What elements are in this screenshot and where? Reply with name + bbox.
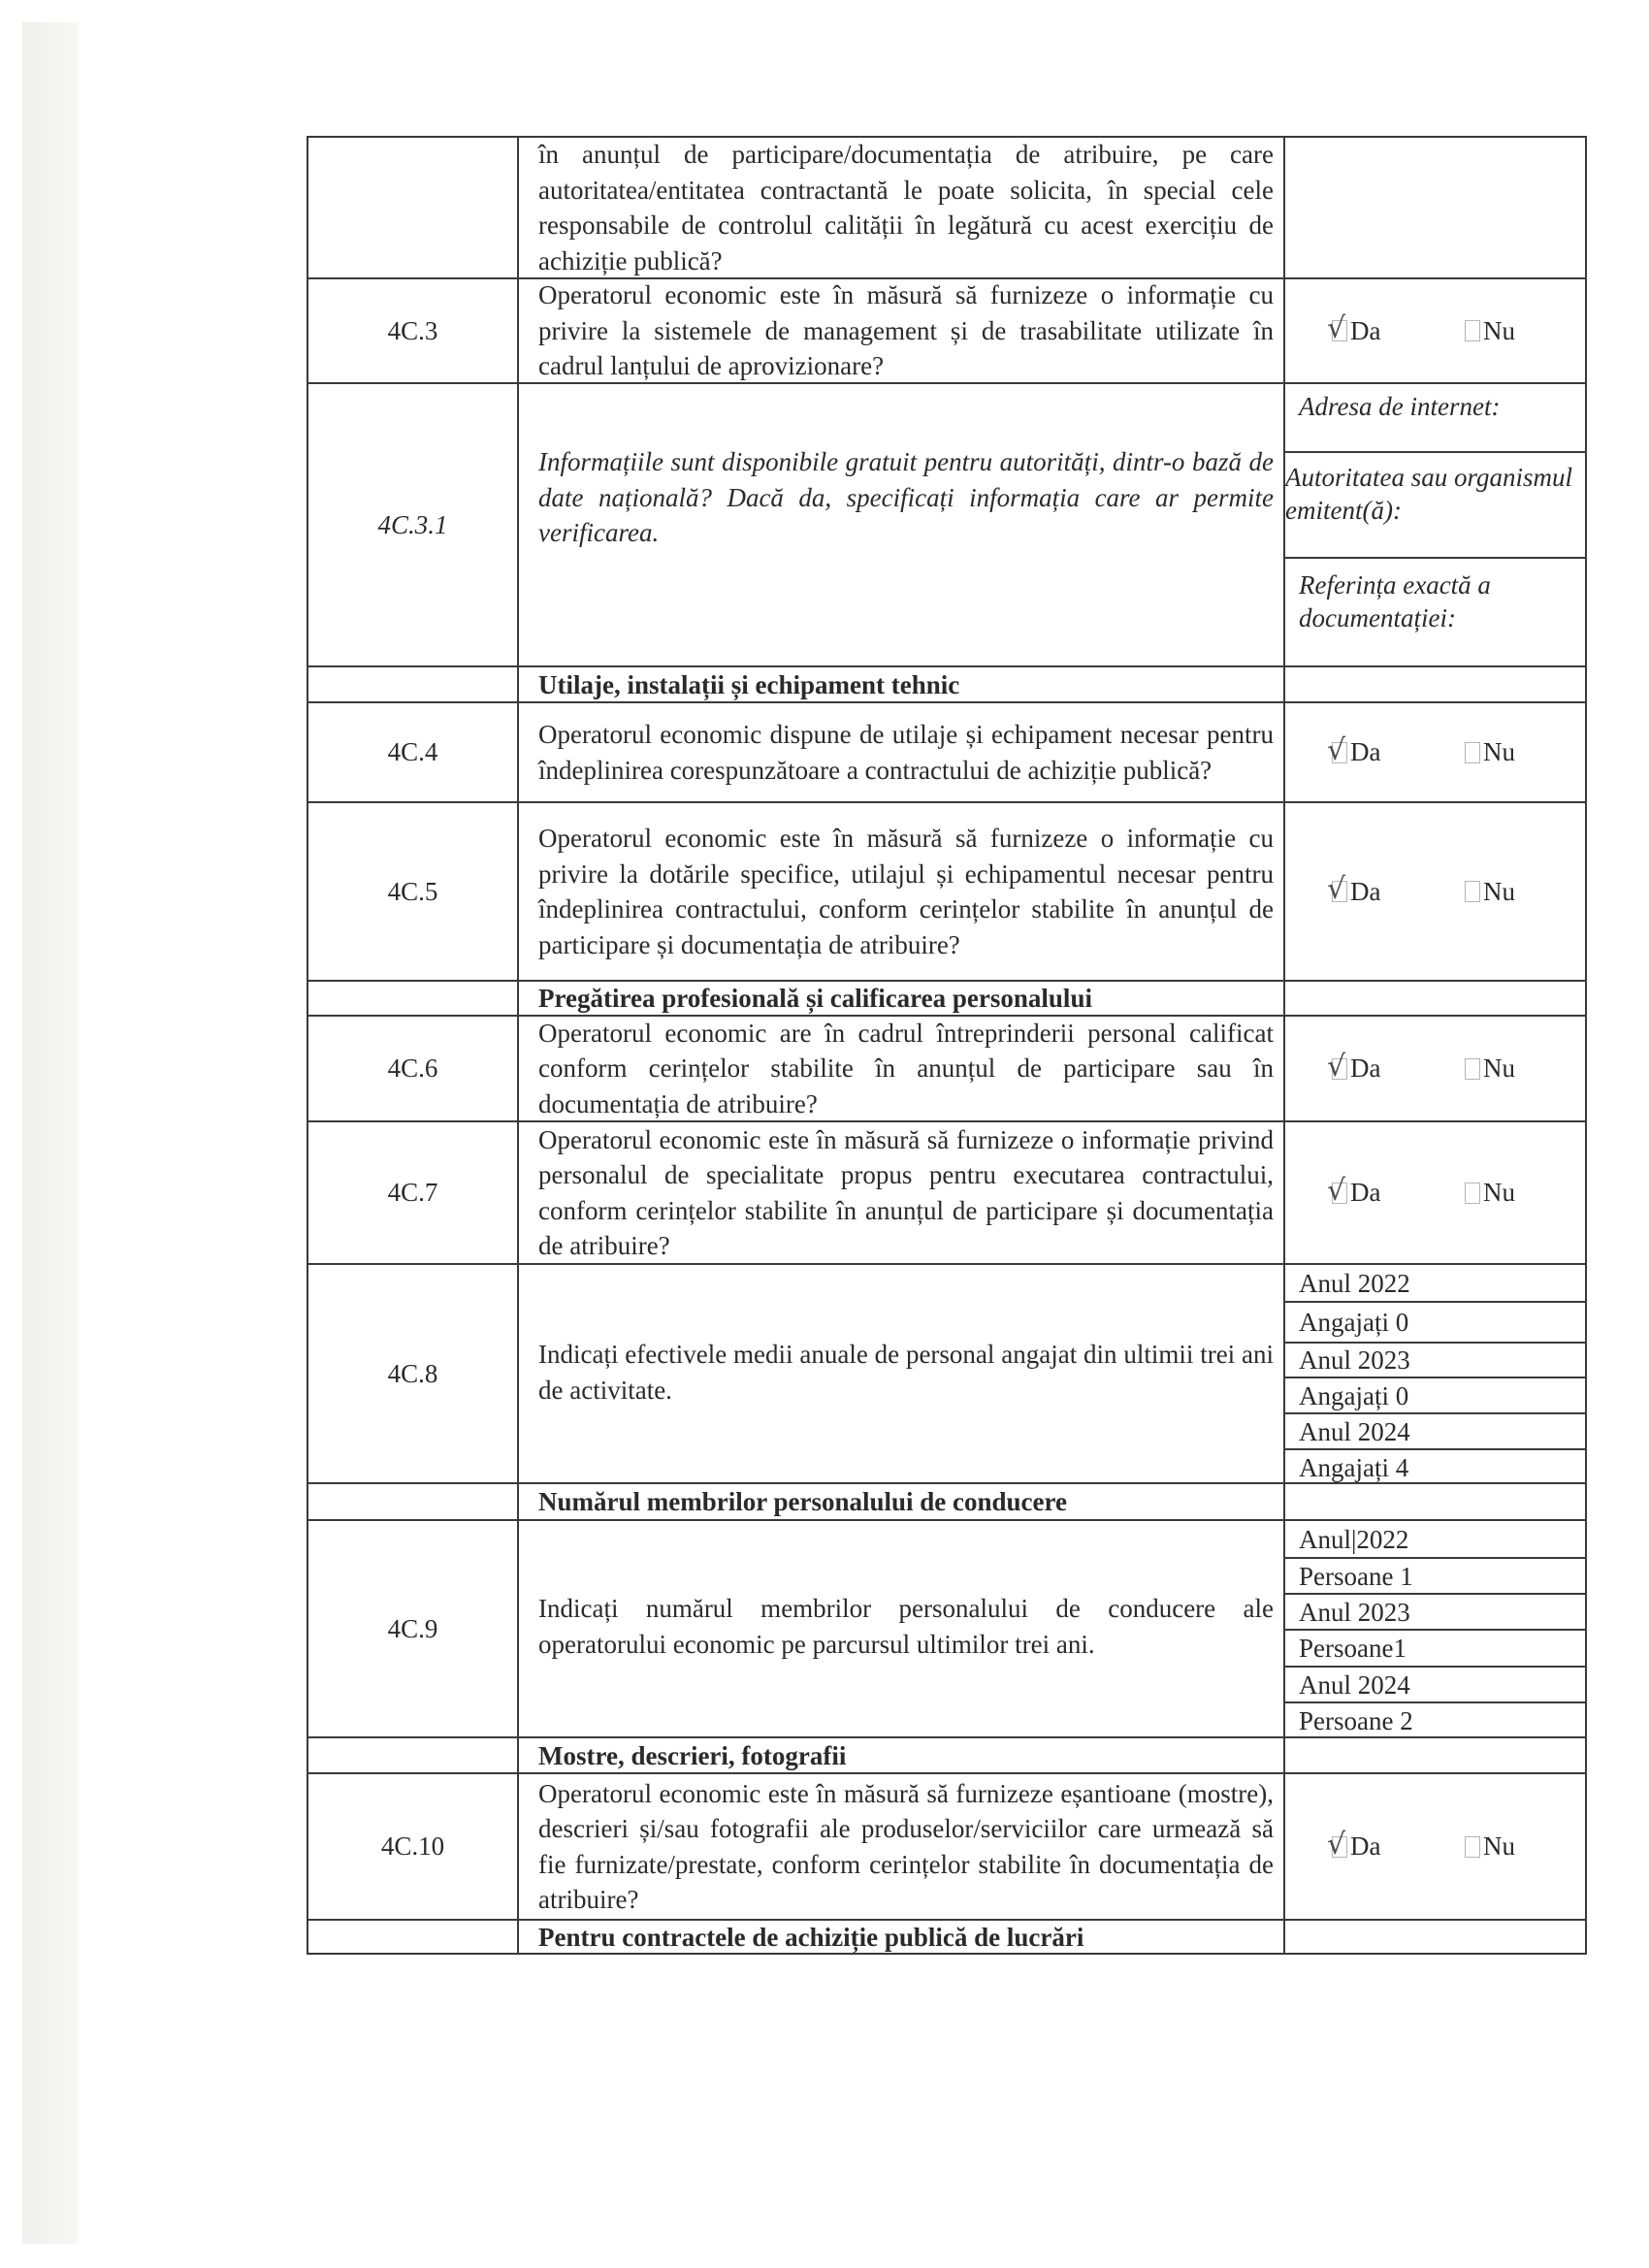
answer-cell	[1283, 279, 1587, 382]
table-row-4c3-1	[307, 382, 1587, 665]
question-text: Operatorul economic are în cadrul întreprinderii personal calificat conform cerințelor stabilite în anunțul de participare sau în documentația de atribuire?	[538, 1018, 1274, 1118]
value-persons-2022[interactable]: Persoane 1	[1285, 1557, 1585, 1593]
checkbox-empty-icon[interactable]	[1465, 320, 1480, 341]
value-persons-2023[interactable]: Persoane1	[1285, 1629, 1585, 1666]
checkbox-checked-icon[interactable]: √	[1327, 732, 1346, 767]
yes-no-choice	[1285, 1173, 1585, 1208]
value-employees-2024[interactable]: Angajați 4	[1285, 1448, 1585, 1484]
yes-no-choice	[1285, 872, 1585, 907]
question-text: Informațiile sunt disponibile gratuit pentru autorități, dintr-o bază de date națională? Dacă da, specificați informația care ar permite verificarea.	[538, 447, 1274, 547]
scan-edge-strip	[22, 22, 79, 2244]
field-issuing-authority[interactable]: Autoritatea sau organismul emitent(ă):	[1285, 451, 1585, 557]
value-year-2023[interactable]: Anul 2023	[1285, 1342, 1585, 1377]
answer-cell	[1283, 1484, 1587, 1519]
value-year-2023[interactable]: Anul 2023	[1285, 1593, 1585, 1629]
yes-no-choice	[1285, 732, 1585, 767]
section-title: Utilaje, instalații și echipament tehnic	[538, 669, 960, 699]
capacity-questionnaire-table	[307, 136, 1587, 1954]
yes-option[interactable]: √ Da	[1327, 311, 1381, 345]
field-internet-address[interactable]: Adresa de internet:	[1299, 392, 1501, 421]
id-cell	[307, 1921, 517, 1953]
no-option[interactable]: Nu	[1465, 316, 1515, 346]
no-option[interactable]: Nu	[1465, 877, 1515, 907]
section-title: Mostre, descrieri, fotografii	[538, 1740, 847, 1770]
yes-option[interactable]: √ Da	[1327, 872, 1381, 906]
yes-no-choice	[1285, 311, 1585, 346]
value-year-2024[interactable]: Anul 2024	[1285, 1412, 1585, 1448]
id-cell	[307, 1484, 517, 1519]
yes-option[interactable]: √ Da	[1327, 1173, 1381, 1208]
answer-cell	[1283, 982, 1587, 1015]
section-title: Numărul membrilor personalului de conducere	[538, 1487, 1067, 1516]
question-id: 4C.7	[307, 1122, 517, 1263]
checkbox-checked-icon[interactable]: √	[1327, 311, 1346, 345]
table-row-4c9	[307, 1519, 1587, 1736]
no-option[interactable]: Nu	[1465, 1053, 1515, 1084]
yes-no-choice	[1285, 1827, 1585, 1862]
no-option[interactable]: Nu	[1465, 737, 1515, 767]
answer-cell	[1283, 1017, 1587, 1120]
question-text: Operatorul economic este în măsură să furnizeze o informație cu privire la dotările specifice, utilajul și echipamentul necesar pentru îndeplinirea contractului, conform cerințelor stabilite în anunțul de participare și documentația de atribuire?	[538, 824, 1274, 959]
table-row-4c10	[307, 1772, 1587, 1919]
value-employees-2022[interactable]: Angajați 0	[1285, 1301, 1585, 1342]
question-text: Operatorul economic este în măsură să furnizeze o informație privind personalul de specialitate propus pentru executarea contractului, conform cerințelor stabilite în anunțul de participare și documentația de atribuire?	[538, 1124, 1274, 1260]
question-text: în anunțul de participare/documentația de atribuire, pe care autoritatea/entitatea contractantă le poate solicita, în special cele responsabile de controlul calității în legătură cu acest exercițiu de achiziție publică?	[538, 140, 1274, 275]
checkbox-checked-icon[interactable]: √	[1327, 1049, 1346, 1084]
question-text: Indicați efectivele medii anuale de personal angajat din ultimii trei ani de activitate.	[538, 1340, 1274, 1405]
checkbox-empty-icon[interactable]	[1465, 1183, 1480, 1204]
question-id: 4C.5	[307, 803, 517, 980]
section-title: Pregătirea profesională și calificarea personalului	[538, 984, 1092, 1013]
id-cell	[307, 982, 517, 1015]
section-title: Pentru contractele de achiziție publică de lucrări	[538, 1922, 1084, 1952]
table-row-4c7	[307, 1120, 1587, 1263]
question-id: 4C.9	[307, 1521, 517, 1736]
section-row-equipment	[307, 665, 1587, 701]
answer-cell	[1283, 1122, 1587, 1263]
id-cell	[307, 138, 517, 277]
checkbox-checked-icon[interactable]: √	[1327, 1173, 1346, 1208]
question-id: 4C.4	[307, 703, 517, 801]
answer-cell	[1283, 1265, 1587, 1482]
section-row-works-contracts	[307, 1919, 1587, 1955]
value-list	[1285, 1521, 1585, 1736]
question-text: Operatorul economic este în măsură să furnizeze o informație cu privire la sistemele de management și de trasabilitate utilizate în cadrul lanțului de aprovizionare?	[538, 280, 1274, 381]
table-row-4c5	[307, 801, 1587, 980]
checkbox-empty-icon[interactable]	[1465, 881, 1480, 902]
table-row-4c4	[307, 701, 1587, 801]
answer-cell	[1283, 1521, 1587, 1736]
checkbox-empty-icon[interactable]	[1465, 742, 1480, 763]
section-cell	[517, 982, 1283, 1015]
section-row-samples	[307, 1736, 1587, 1772]
answer-cell	[1283, 1738, 1587, 1772]
answer-cell	[1283, 384, 1587, 665]
section-cell	[517, 1921, 1283, 1953]
question-cell	[517, 1521, 1283, 1736]
yes-option[interactable]: √ Da	[1327, 1049, 1381, 1084]
id-cell	[307, 1738, 517, 1772]
no-option[interactable]: Nu	[1465, 1178, 1515, 1208]
value-persons-2024[interactable]: Persoane 2	[1285, 1701, 1585, 1738]
value-year-2024[interactable]: Anul 2024	[1285, 1666, 1585, 1701]
question-cell	[517, 1017, 1283, 1120]
table-row-4c6	[307, 1015, 1587, 1120]
value-year-2022[interactable]: Anul|2022	[1299, 1524, 1409, 1554]
section-cell	[517, 1484, 1283, 1519]
question-cell	[517, 1122, 1283, 1263]
question-cell	[517, 1774, 1283, 1919]
answer-cell	[1283, 1921, 1587, 1953]
question-cell	[517, 384, 1283, 665]
answer-cell	[1283, 667, 1587, 701]
question-id: 4C.6	[307, 1017, 517, 1120]
value-employees-2023[interactable]: Angajați 0	[1285, 1377, 1585, 1412]
answer-cell	[1283, 1774, 1587, 1919]
yes-option[interactable]: √ Da	[1327, 1827, 1381, 1862]
table-row-4c3	[307, 277, 1587, 382]
question-cell	[517, 803, 1283, 980]
checkbox-empty-icon[interactable]	[1465, 1058, 1480, 1080]
question-text: Operatorul economic dispune de utilaje și echipament necesar pentru îndeplinirea corespunzătoare a contractului de achiziție publică?	[538, 720, 1274, 785]
table-row-4c8	[307, 1263, 1587, 1482]
question-id: 4C.3.1	[307, 384, 517, 665]
checkbox-empty-icon[interactable]	[1465, 1836, 1480, 1858]
id-cell	[307, 667, 517, 701]
question-id: 4C.8	[307, 1265, 517, 1482]
field-documentation-reference[interactable]: Referința exactă a documentației:	[1285, 557, 1585, 667]
answer-cell	[1283, 703, 1587, 801]
yes-option[interactable]: √ Da	[1327, 732, 1381, 767]
question-cell	[517, 703, 1283, 801]
question-cell	[517, 279, 1283, 382]
answer-cell	[1283, 138, 1587, 277]
table-row-continuation	[307, 136, 1587, 277]
question-text: Operatorul economic este în măsură să furnizeze eșantioane (mostre), descrieri și/sau fotografii ale produselor/serviciilor care urmează să fie furnizate/prestate, conform cerințelor stabilite în documentația de atribuire?	[538, 1778, 1274, 1914]
question-id: 4C.10	[307, 1774, 517, 1919]
question-text: Indicați numărul membrilor personalului de conducere ale operatorului economic pe parcursul ultimilor trei ani.	[538, 1594, 1274, 1659]
section-cell	[517, 1738, 1283, 1772]
answer-cell	[1283, 803, 1587, 980]
value-year-2022[interactable]: Anul 2022	[1299, 1268, 1410, 1298]
question-id: 4C.3	[307, 279, 517, 382]
checkbox-checked-icon[interactable]: √	[1327, 872, 1346, 906]
section-row-staff-qualification	[307, 980, 1587, 1015]
field-list	[1285, 384, 1585, 665]
yes-no-choice	[1285, 1049, 1585, 1084]
section-cell	[517, 667, 1283, 701]
question-cell	[517, 138, 1283, 277]
question-cell	[517, 1265, 1283, 1482]
section-row-management-count	[307, 1482, 1587, 1519]
checkbox-checked-icon[interactable]: √	[1327, 1827, 1346, 1862]
value-list	[1285, 1265, 1585, 1482]
no-option[interactable]: Nu	[1465, 1831, 1515, 1862]
